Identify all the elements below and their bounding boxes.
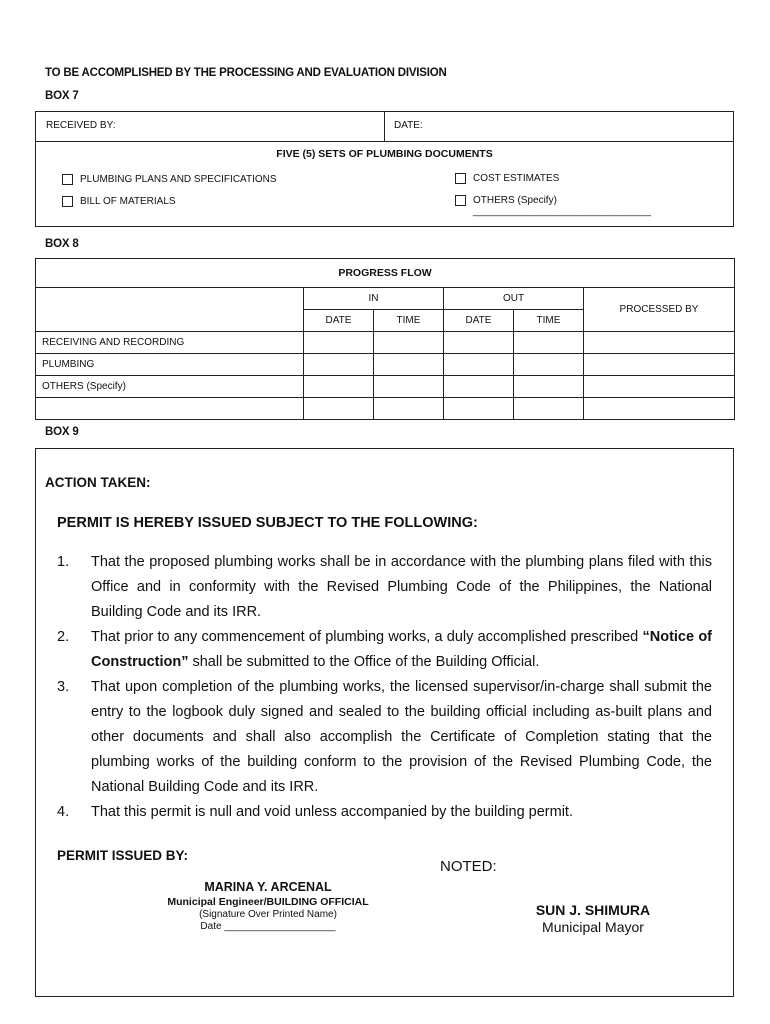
row-label: RECEIVING AND RECORDING bbox=[36, 332, 304, 354]
table-cell[interactable] bbox=[304, 398, 374, 420]
item-number: 3. bbox=[57, 679, 70, 695]
others-checkbox-label: OTHERS (Specify) ________________________________ bbox=[473, 195, 651, 217]
table-row bbox=[36, 376, 735, 398]
table-cell[interactable] bbox=[514, 354, 584, 376]
in-date-header: DATE bbox=[304, 310, 374, 332]
out-date-header: DATE bbox=[444, 310, 514, 332]
box7 bbox=[35, 111, 734, 227]
table-cell[interactable] bbox=[444, 332, 514, 354]
table-cell[interactable] bbox=[584, 376, 735, 398]
table-cell[interactable] bbox=[304, 376, 374, 398]
action-taken-label: ACTION TAKEN: bbox=[45, 475, 151, 490]
table-cell[interactable] bbox=[374, 332, 444, 354]
mayor-signature-block bbox=[490, 902, 696, 935]
table-cell[interactable] bbox=[514, 332, 584, 354]
form-title: TO BE ACCOMPLISHED BY THE PROCESSING AND EVALUATION DIVISION bbox=[45, 67, 447, 79]
item-text-part: shall be submitted to the Office of the Building Official. bbox=[188, 654, 540, 670]
processed-by-header: PROCESSED BY bbox=[584, 288, 735, 332]
item-text: That upon completion of the plumbing works, the licensed supervisor/in-charge shall submit the entry to the logbook duly signed and sealed to the building official including as-built plans and other documents and shall also accomplish the Certificate of Completion stating that the plumbing works of the building conform to the provision of the Revised Plumbing Code, the National Building Code and its IRR. bbox=[91, 679, 712, 795]
bill-checkbox[interactable] bbox=[62, 196, 73, 207]
table-cell[interactable] bbox=[374, 398, 444, 420]
box7-label: BOX 7 bbox=[45, 90, 79, 102]
progress-flow-table bbox=[35, 258, 735, 420]
in-header: IN bbox=[304, 288, 444, 310]
notice-of-construction: “Notice of Construction” bbox=[91, 629, 712, 670]
table-row bbox=[36, 398, 735, 420]
table-cell[interactable] bbox=[444, 376, 514, 398]
in-time-header: TIME bbox=[374, 310, 444, 332]
out-header: OUT bbox=[444, 288, 584, 310]
mayor-title: Municipal Mayor bbox=[542, 919, 644, 935]
plans-checkbox-label: PLUMBING PLANS AND SPECIFICATIONS bbox=[80, 174, 277, 185]
table-cell[interactable] bbox=[374, 354, 444, 376]
cost-checkbox-label: COST ESTIMATES bbox=[473, 173, 560, 184]
out-time-header: TIME bbox=[514, 310, 584, 332]
table-row bbox=[36, 332, 735, 354]
date-field[interactable]: DATE: bbox=[394, 120, 423, 131]
divider bbox=[384, 112, 385, 141]
row-label bbox=[36, 398, 304, 420]
official-name: MARINA Y. ARCENAL bbox=[204, 880, 332, 894]
row-label: OTHERS (Specify) bbox=[36, 376, 304, 398]
table-cell[interactable] bbox=[514, 376, 584, 398]
divider bbox=[36, 141, 733, 142]
permit-heading: PERMIT IS HEREBY ISSUED SUBJECT TO THE FOLLOWING: bbox=[57, 515, 478, 531]
plans-checkbox[interactable] bbox=[62, 174, 73, 185]
table-cell[interactable] bbox=[584, 398, 735, 420]
table-cell[interactable] bbox=[374, 376, 444, 398]
bill-checkbox-label: BILL OF MATERIALS bbox=[80, 196, 176, 207]
table-row bbox=[36, 354, 735, 376]
documents-section-title: FIVE (5) SETS OF PLUMBING DOCUMENTS bbox=[276, 148, 493, 160]
mayor-name: SUN J. SHIMURA bbox=[535, 902, 651, 918]
box9-label: BOX 9 bbox=[45, 426, 79, 438]
table-cell[interactable] bbox=[444, 354, 514, 376]
item-text: That this permit is null and void unless accompanied by the building permit. bbox=[91, 804, 573, 820]
table-cell[interactable] bbox=[444, 398, 514, 420]
progress-flow-title: PROGRESS FLOW bbox=[36, 259, 735, 288]
received-by-field[interactable]: RECEIVED BY: bbox=[46, 120, 116, 131]
table-cell[interactable] bbox=[304, 332, 374, 354]
cost-checkbox[interactable] bbox=[455, 173, 466, 184]
item-text: That the proposed plumbing works shall be in accordance with the plumbing plans filed with this Office and in conformity with the Revised Plumbing Code of the Philippines, the National Building Code and its IRR. bbox=[91, 554, 712, 620]
blank-header-cell bbox=[36, 288, 304, 332]
others-checkbox[interactable] bbox=[455, 195, 466, 206]
table-cell[interactable] bbox=[584, 332, 735, 354]
official-title: Municipal Engineer/BUILDING OFFICIAL bbox=[167, 896, 369, 908]
official-signature-block bbox=[150, 880, 386, 932]
box8-label: BOX 8 bbox=[45, 238, 79, 250]
date-line[interactable]: Date ____________________ bbox=[200, 921, 336, 932]
table-cell[interactable] bbox=[304, 354, 374, 376]
item-text bbox=[91, 625, 712, 675]
row-label: PLUMBING bbox=[36, 354, 304, 376]
signature-note: (Signature Over Printed Name) bbox=[199, 909, 337, 920]
item-number: 1. bbox=[57, 554, 70, 570]
table-cell[interactable] bbox=[514, 398, 584, 420]
permit-issued-by-label: PERMIT ISSUED BY: bbox=[57, 848, 189, 863]
item-text-part: That prior to any commencement of plumbing works, a duly accomplished prescribed bbox=[91, 629, 643, 645]
item-number: 4. bbox=[57, 804, 70, 820]
item-number: 2. bbox=[57, 629, 70, 645]
table-cell[interactable] bbox=[584, 354, 735, 376]
noted-label: NOTED: bbox=[440, 858, 497, 875]
